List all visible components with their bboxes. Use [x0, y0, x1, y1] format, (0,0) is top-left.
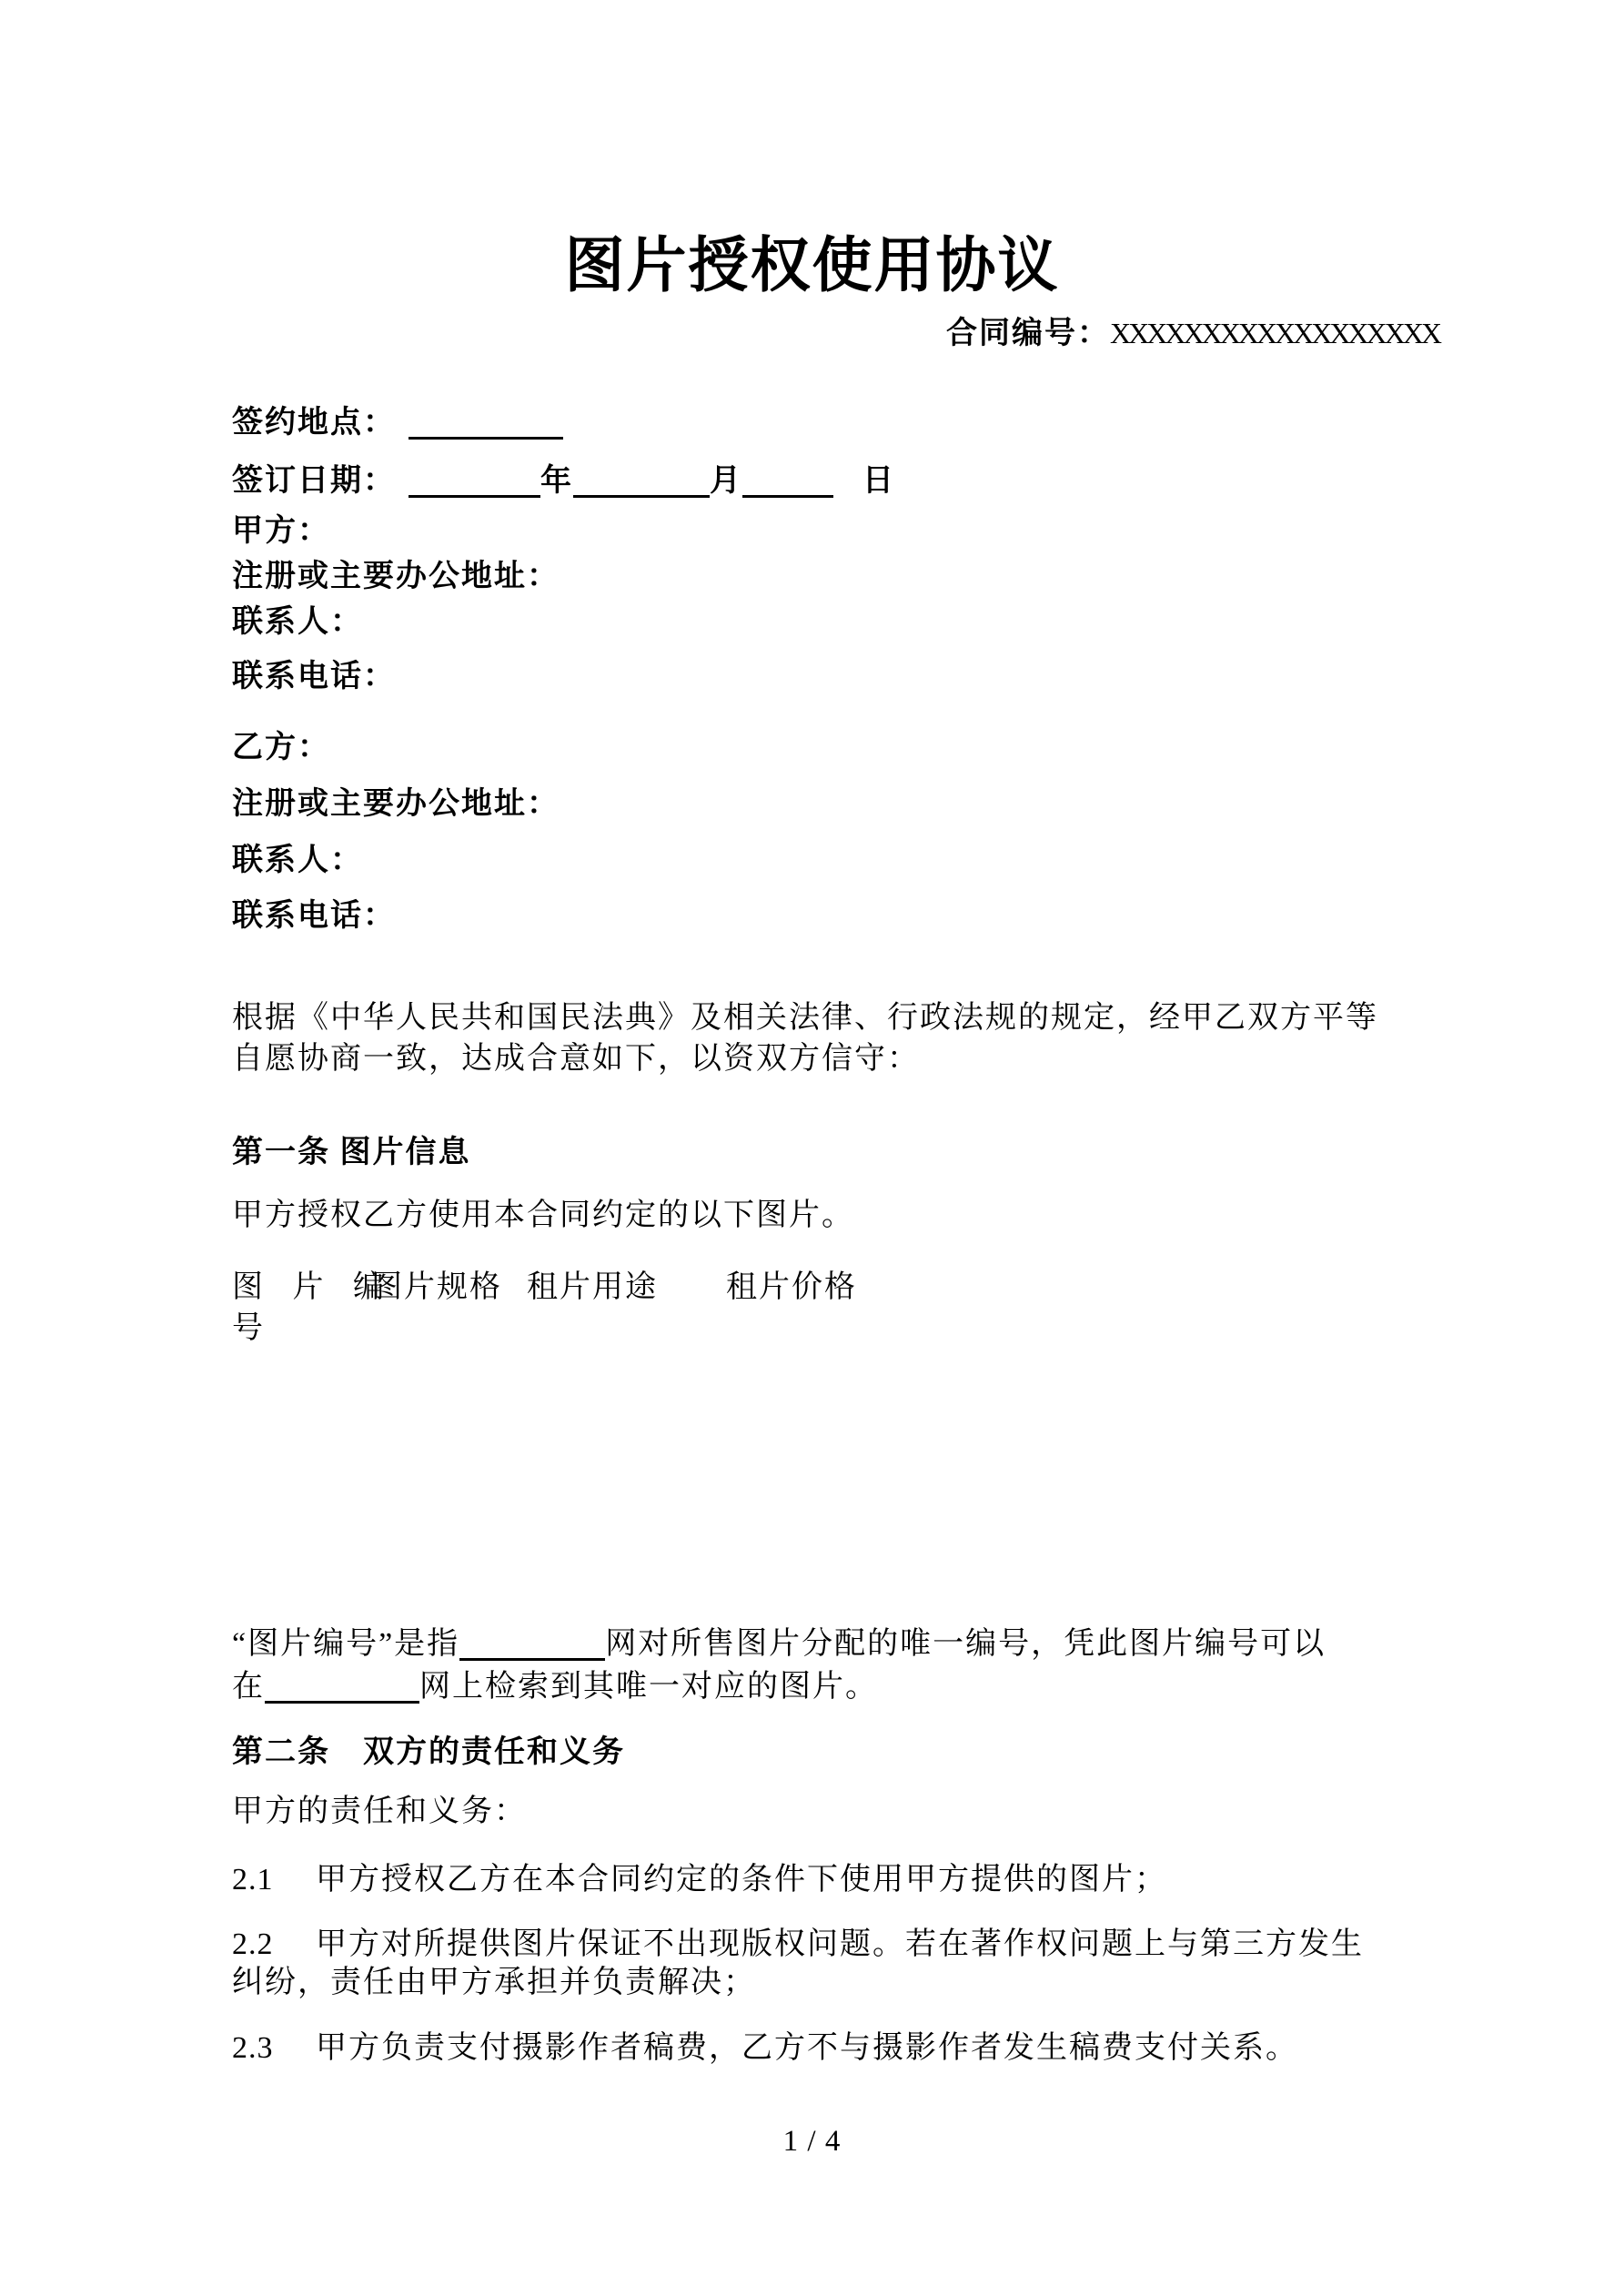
contract-number-label: 合同编号：	[946, 317, 1110, 350]
signing-date-row	[232, 462, 895, 501]
page-title: 图片授权使用协议	[564, 233, 1060, 299]
party-a-contact-label: 联系人：	[232, 605, 363, 639]
clause-2-2-line-1	[232, 1926, 1364, 1965]
clause-2-2-text-line1: 甲方对所提供图片保证不出现版权问题。若在著作权问题上与第三方发生	[316, 1927, 1364, 1961]
day-label: 日	[862, 464, 895, 498]
clause-2-3-text: 甲方负责支付摄影作者稿费，乙方不与摄影作者发生稿费支付关系。	[316, 2031, 1298, 2065]
note-line1-text-after: 网对所售图片分配的唯一编号，凭此图片编号可以	[605, 1627, 1326, 1661]
signing-place-blank	[409, 406, 563, 440]
note-line2-blank	[265, 1670, 419, 1704]
image-number-note-line-1	[232, 1625, 1326, 1664]
party-b-contact-label: 联系人：	[232, 844, 363, 877]
party-b-name-label: 乙方：	[232, 731, 330, 764]
date-month-blank	[573, 464, 710, 498]
party-b-address-label: 注册或主要办公地址：	[232, 787, 560, 821]
year-label: 年	[540, 464, 573, 498]
article-2-heading: 第二条 双方的责任和义务	[232, 1735, 625, 1769]
preamble-line-1: 根据《中华人民共和国民法典》及相关法律、行政法规的规定，经甲乙双方平等	[232, 1001, 1378, 1035]
article-1-intro: 甲方授权乙方使用本合同约定的以下图片。	[232, 1199, 854, 1232]
preamble-line-2: 自愿协商一致，达成合意如下，以资双方信守：	[232, 1042, 920, 1076]
clause-2-2-line-2: 纠纷，责任由甲方承担并负责解决；	[232, 1966, 756, 1999]
signing-place-label: 签约地点：	[232, 406, 396, 440]
party-a-duties-heading: 甲方的责任和义务：	[232, 1795, 527, 1828]
clause-2-1	[232, 1861, 1167, 1900]
image-number-note-line-2	[232, 1668, 878, 1707]
clause-2-3-number: 2.3	[232, 2031, 274, 2065]
note-line2-text-before: 在	[232, 1670, 265, 1704]
clause-2-3	[232, 2029, 1298, 2068]
contract-number-row	[946, 315, 1439, 354]
party-a-phone-label: 联系电话：	[232, 660, 396, 693]
signing-date-label: 签订日期：	[232, 464, 396, 498]
contract-number-value: XXXXXXXXXXXXXXXXXX	[1110, 317, 1439, 349]
signing-place-row	[232, 404, 563, 443]
clause-2-1-text: 甲方授权乙方在本合同约定的条件下使用甲方提供的图片；	[316, 1863, 1167, 1896]
month-label: 月	[710, 464, 742, 498]
note-line1-text-before: “图片编号”是指	[232, 1627, 460, 1661]
note-line1-blank	[459, 1627, 605, 1661]
note-line2-text-after: 网上检索到其唯一对应的图片。	[419, 1670, 878, 1704]
date-year-blank	[409, 464, 540, 498]
date-day-blank	[742, 464, 833, 498]
table-header-rental-use: 租片用途	[527, 1270, 658, 1304]
clause-2-2-number: 2.2	[232, 1927, 274, 1961]
table-header-image-number-line1: 图 片 编	[232, 1270, 395, 1304]
clause-2-1-number: 2.1	[232, 1863, 274, 1896]
table-header-image-spec: 图片规格	[371, 1270, 502, 1304]
table-header-rental-price: 租片价格	[726, 1270, 857, 1304]
page-number-indicator: 1 / 4	[782, 2125, 842, 2158]
party-a-name-label: 甲方：	[232, 514, 330, 548]
article-1-heading: 第一条 图片信息	[232, 1136, 471, 1169]
table-header-image-number-line2: 号	[232, 1311, 265, 1345]
party-a-address-label: 注册或主要办公地址：	[232, 560, 560, 593]
party-b-phone-label: 联系电话：	[232, 899, 396, 933]
